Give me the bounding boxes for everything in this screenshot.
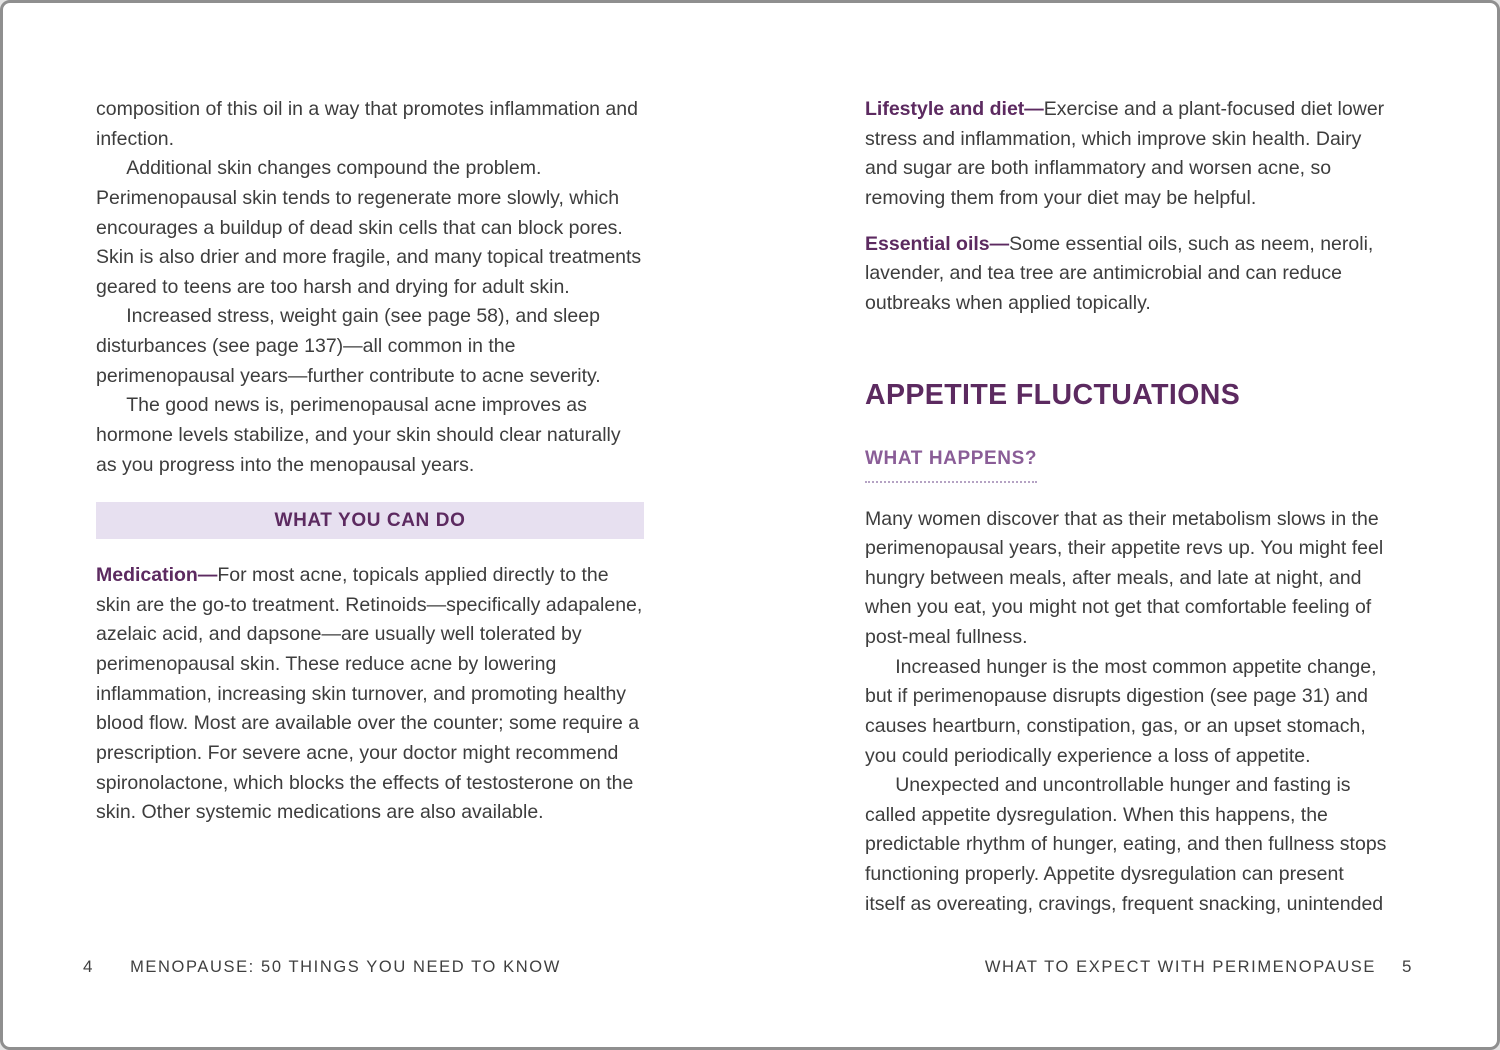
- entry-text-essential-oils: Some essential oils, such as neem, neroli, lavender, and tea tree are antimicrobial and can reduce outbreaks when applied topically.: [865, 232, 1374, 314]
- body-paragraph: Increased stress, weight gain (see page 58), and sleep disturbances (see page 137)—all common in the perimenopausal years—further contribute to acne severity.: [96, 305, 601, 387]
- right-page-number: 5: [1401, 957, 1413, 976]
- entry-lead-medication: Medication—: [96, 564, 218, 587]
- section-band-what-you-can-do: WHAT YOU CAN DO: [96, 502, 644, 539]
- sub-heading-what-happens: WHAT HAPPENS?: [865, 445, 1037, 483]
- entry-lifestyle-and-diet: [865, 95, 1389, 214]
- body-paragraph: Unexpected and uncontrollable hunger and fasting is called appetite dysregulation. When this happens, the predictable rhythm of hunger, eating, and then fullness stops functioning properly. Appetite dysregulation can present itself as overeating, cravings, frequent snacking, unintended: [865, 774, 1387, 915]
- right-page-footer: [985, 957, 1413, 977]
- body-paragraph: Increased hunger is the most common appetite change, but if perimenopause disrupts digestion (see page 31) and causes heartburn, constipation, gas, or an upset stomach, you could periodically experience a loss of appetite.: [865, 655, 1377, 767]
- entry-text-medication: For most acne, topicals applied directly to the skin are the go-to treatment. Retinoids—specifically adapalene, azelaic acid, and dapsone—are usually well tolerated by perimenopausal skin. These reduce acne by lowering inflammation, increasing skin turnover, and promoting healthy blood flow. Most are available over the counter; some require a prescription. For severe acne, your doctor might recommend spironolactone, which blocks the effects of testosterone on the skin. Other systemic medications are also available.: [96, 564, 643, 824]
- entry-lead-essential-oils: Essential oils—: [865, 232, 1010, 255]
- left-page-number: 4: [83, 957, 95, 976]
- right-running-title: WHAT TO EXPECT WITH PERIMENOPAUSE: [984, 958, 1376, 976]
- entry-lead-lifestyle: Lifestyle and diet—: [865, 98, 1044, 120]
- body-paragraph: Additional skin changes compound the problem. Perimenopausal skin tends to regenerate more slowly, which encourages a buildup of dead skin cells that can block pores. Skin is also drier and more fragile, and many topical treatments geared to teens are too harsh and drying for adult skin.: [96, 157, 642, 298]
- entry-medication: [96, 561, 644, 828]
- body-paragraph: Many women discover that as their metabolism slows in the perimenopausal years, their appetite revs up. You might feel hungry between meals, after meals, and late at night, and when you eat, you might not get that comfortable feeling of post-meal fullness.: [865, 507, 1384, 649]
- left-page-footer: [83, 957, 561, 977]
- sub-heading-wrap: [865, 444, 1389, 483]
- entry-essential-oils: [865, 230, 1389, 319]
- entry-text-lifestyle: Exercise and a plant-focused diet lower stress and inflammation, which improve skin health. Dairy and sugar are both inflammatory and worsen acne, so removing them from your diet may be helpful.: [865, 98, 1385, 209]
- body-paragraph: The good news is, perimenopausal acne improves as hormone levels stabilize, and your skin should clear naturally as you progress into the menopausal years.: [96, 394, 621, 476]
- left-page-column: [96, 95, 644, 844]
- chapter-heading: APPETITE FLUCTUATIONS: [865, 379, 1241, 412]
- right-page-column: [865, 95, 1389, 919]
- left-running-title: MENOPAUSE: 50 THINGS YOU NEED TO KNOW: [130, 958, 561, 976]
- body-paragraph: composition of this oil in a way that promotes inflammation and infection.: [96, 98, 638, 150]
